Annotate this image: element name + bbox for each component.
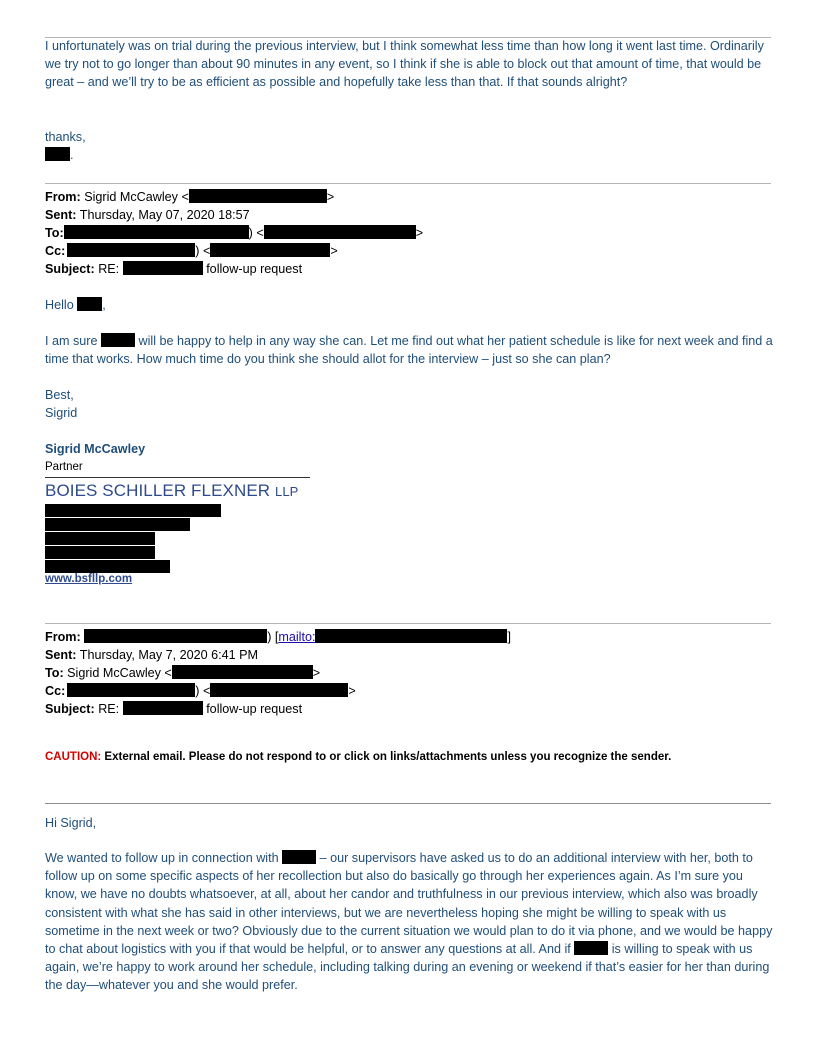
email3-from: From: ) [mailto: ] xyxy=(45,630,511,644)
redaction-block xyxy=(45,504,221,517)
signature-name: Sigrid McCawley xyxy=(45,442,146,456)
caution-banner: CAUTION: External email. Please do not respond to or click on links/attachments unless you recognize the sender. xyxy=(45,751,672,763)
redaction-block xyxy=(172,665,313,679)
redaction-block xyxy=(45,546,155,559)
redaction-block xyxy=(45,518,190,531)
email3-sent: Sent: Thursday, May 7, 2020 6:41 PM xyxy=(45,648,259,662)
email2-from: From: Sigrid McCawley < > xyxy=(45,190,335,204)
redaction-block xyxy=(67,243,195,257)
firm-name: BOIES SCHILLER FLEXNER LLP xyxy=(45,481,299,500)
email2-sent: Sent: Thursday, May 07, 2020 18:57 xyxy=(45,208,250,222)
firm-website-link[interactable]: www.bsfllp.com xyxy=(45,573,133,585)
redaction-block xyxy=(315,629,507,643)
redaction-block xyxy=(189,189,327,203)
email2-cc: Cc: ) < > xyxy=(45,244,338,258)
email2-closing: Best, xyxy=(45,388,74,402)
email2-closing-name: Sigrid xyxy=(45,406,78,420)
redaction-block xyxy=(84,629,267,643)
redaction-block xyxy=(210,243,330,257)
redaction-block xyxy=(45,560,170,573)
email4-greeting: Hi Sigrid, xyxy=(45,816,97,830)
redaction-block xyxy=(264,225,416,239)
signature-divider xyxy=(45,477,310,478)
redaction-block xyxy=(574,941,608,955)
email3-cc: Cc: ) < > xyxy=(45,684,356,698)
email2-to: To: ) < > xyxy=(45,226,424,240)
email2-subject: Subject: RE: follow-up request xyxy=(45,262,303,276)
email-divider xyxy=(45,623,771,624)
email4-body: We wanted to follow up in connection with – our supervisors have asked us to do an additional interview with her, both to follow up on some specific aspects of her recollection but also do basically go through her experiences again. As I’m sure you know, we have no doubts whatsoever, at all, about her candor and truthfulness in our previous interview, which also was broadly consistent with what she has said in other interviews, but we are nevertheless hoping she might be willing to speak with us sometime in the next week or two? Obviously due to the current situation we would plan to do it via phone, and we would be happy to chat about logistics with you if that would be helpful, or to answer any questions at all. And if is willing to speak with us again, we’re happy to work around her schedule, including talking during an evening or weekend if that’s easier for her than during the day—whatever you and she would prefer. xyxy=(45,851,773,993)
redaction-block xyxy=(77,297,102,311)
email-divider xyxy=(45,183,771,184)
reply-body: I unfortunately was on trial during the previous interview, but I think somewhat less time than how long it went last time. Ordinarily we try not to go longer than about 90 minutes in any event, so I think if she is able to block out that amount of time, that would be great – and we’ll try to be as efficient as possible and hopefully take less than that. If that sounds alright? xyxy=(45,39,764,90)
redaction-block xyxy=(67,683,195,697)
redaction-block xyxy=(282,850,316,864)
reply-signoff: thanks, xyxy=(45,130,86,144)
email3-to: To: Sigrid McCawley < > xyxy=(45,666,321,680)
mailto-link[interactable]: mailto: xyxy=(278,630,507,644)
redaction-block xyxy=(210,683,348,697)
redaction-block xyxy=(64,225,249,239)
redaction-block xyxy=(45,147,70,161)
reply-signature: . xyxy=(45,146,74,164)
email2-greeting: Hello , xyxy=(45,298,106,312)
signature-title: Partner xyxy=(45,461,83,473)
redaction-block xyxy=(123,261,203,275)
email-divider xyxy=(45,803,771,804)
redaction-block xyxy=(101,333,135,347)
email3-subject: Subject: RE: follow-up request xyxy=(45,702,303,716)
email2-body: I am sure will be happy to help in any way she can. Let me find out what her patient schedule is like for next week and find a time that works. How much time do you think she should allot for the interview – just so she can plan? xyxy=(45,334,773,367)
redaction-block xyxy=(45,532,155,545)
redaction-block xyxy=(123,701,203,715)
